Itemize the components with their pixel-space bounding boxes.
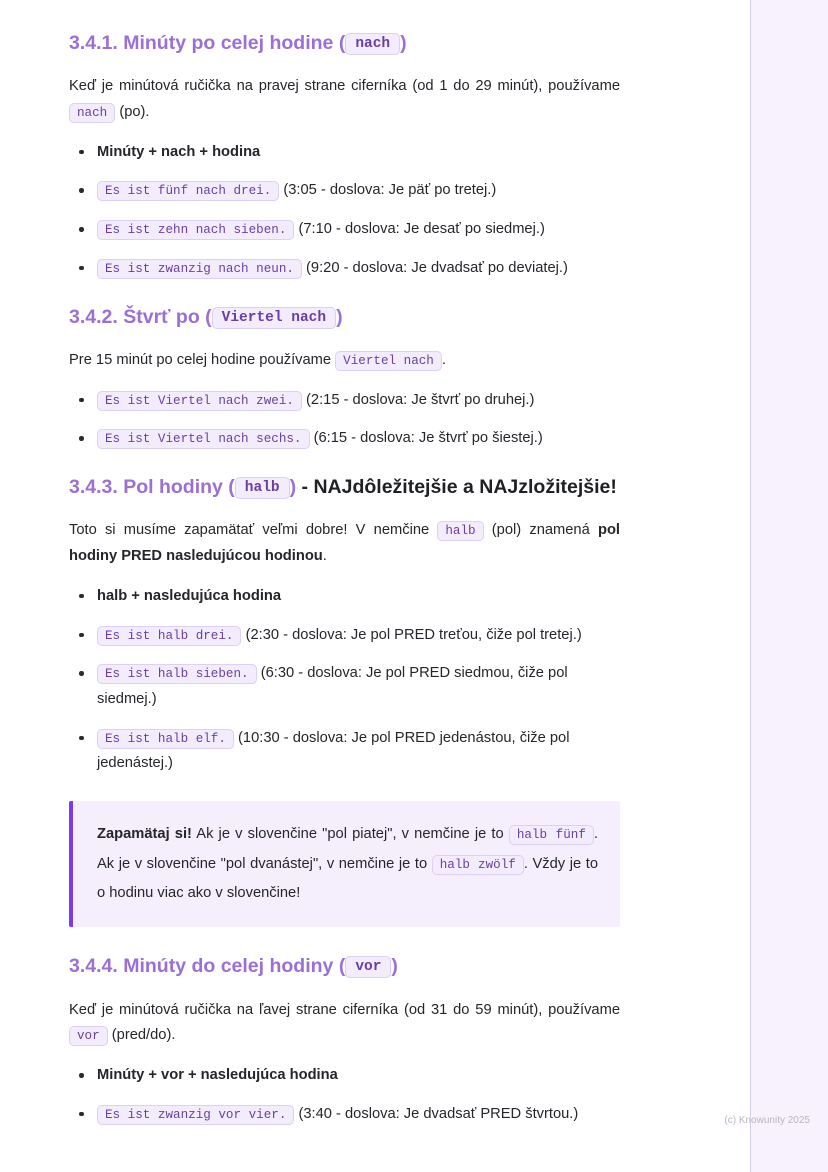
heading-close: ) — [289, 476, 297, 499]
callout-title: Zapamätaj si! — [97, 826, 192, 843]
paragraph-text-b: (po). — [115, 104, 150, 121]
inline-code: halb zwölf — [432, 855, 524, 875]
inline-code: Viertel nach — [212, 307, 336, 329]
inline-code: Viertel nach — [335, 351, 442, 371]
callout-text-3: . Vždy je to o hodinu viac ako v slovenčine! — [97, 855, 599, 901]
list-item — [69, 1102, 620, 1128]
inline-code: Es ist halb drei. — [97, 626, 241, 646]
inline-code: Es ist halb elf. — [97, 729, 234, 749]
inline-code: nach — [69, 103, 115, 123]
example-note: (2:30 - doslova: Je pol PRED treťou, čiže pol tretej.) — [245, 626, 582, 643]
list-item — [69, 726, 620, 777]
example-note: (3:05 - doslova: Je päť po tretej.) — [283, 182, 497, 199]
heading-close: ) — [400, 32, 407, 54]
inline-code: halb fünf — [509, 825, 594, 845]
list-item — [69, 623, 620, 649]
paragraph-text-b: . — [441, 351, 446, 368]
section-heading-3-4-2 — [69, 304, 620, 330]
example-note: (2:15 - doslova: Je štvrť po druhej.) — [306, 391, 535, 408]
inline-code: Es ist zehn nach sieben. — [97, 220, 294, 240]
example-list-3-4-3 — [69, 584, 620, 777]
paragraph-emphasis: pol hodiny PRED nasledujúcou hodinou — [69, 522, 620, 565]
heading-number: 3.4.2. — [69, 305, 118, 328]
heading-text: Minúty po celej hodine ( — [123, 32, 346, 54]
paragraph-text-a: Keď je minútová ručička na ľavej strane ciferníka (od 31 do 59 minút), používame — [69, 1001, 620, 1018]
example-note: (6:15 - doslova: Je štvrť po šiestej.) — [313, 430, 543, 447]
heading-number: 3.4.3. — [69, 476, 118, 499]
example-note: (9:20 - doslova: Je dvadsať po deviatej.) — [306, 259, 568, 276]
section-heading-3-4-4 — [69, 953, 620, 979]
paragraph-text-a: Keď je minútová ručička na pravej strane ciferníka (od 1 do 29 minút), používame — [69, 78, 620, 95]
list-item — [69, 661, 620, 712]
list-item — [69, 256, 620, 282]
example-note: (3:40 - doslova: Je dvadsať PRED štvrtou.) — [298, 1105, 579, 1122]
heading-number: 3.4.1. — [69, 32, 118, 54]
list-item — [69, 217, 620, 243]
list-item — [69, 426, 620, 452]
inline-code: Es ist Viertel nach zwei. — [97, 391, 302, 411]
paragraph-3-4-4 — [69, 998, 620, 1049]
heading-text: Pol hodiny ( — [123, 476, 235, 499]
paragraph-text-c: . — [322, 548, 327, 565]
paragraph-text-a: Toto si musíme zapamätať veľmi dobre! V nemčine — [69, 522, 438, 539]
example-note: (7:10 - doslova: Je desať po siedmej.) — [298, 221, 545, 238]
inline-code: Es ist halb sieben. — [97, 664, 257, 684]
inline-code: Es ist Viertel nach sechs. — [97, 429, 310, 449]
example-list-3-4-1 — [69, 140, 620, 282]
paragraph-text-b: (pol) znamená — [483, 522, 598, 539]
section-heading-3-4-3 — [69, 474, 620, 500]
paragraph-text-a: Pre 15 minút po celej hodine používame — [69, 351, 336, 368]
rule-item: halb + nasledujúca hodina — [69, 584, 620, 610]
paragraph-text-b: (pred/do). — [107, 1027, 176, 1044]
rule-item: Minúty + nach + hodina — [69, 140, 620, 166]
callout-text-1: Ak je v slovenčine "pol piatej", v nemčine je to — [191, 826, 509, 843]
list-item — [69, 178, 620, 204]
list-item — [69, 388, 620, 414]
inline-code: halb — [235, 477, 290, 499]
heading-text: Štvrť po ( — [123, 305, 212, 328]
section-heading-3-4-1 — [69, 30, 620, 56]
heading-text: Minúty do celej hodiny ( — [123, 955, 346, 978]
inline-code: Es ist zwanzig nach neun. — [97, 259, 302, 279]
inline-code: nach — [345, 33, 400, 55]
inline-code: vor — [69, 1026, 108, 1046]
heading-close: ) — [336, 305, 343, 328]
heading-number: 3.4.4. — [69, 955, 118, 978]
right-margin-rule — [750, 0, 751, 1172]
heading-close: ) — [391, 955, 398, 978]
inline-code: Es ist fünf nach drei. — [97, 181, 279, 201]
inline-code: halb — [437, 521, 483, 541]
inline-code: vor — [345, 956, 391, 978]
heading-suffix: - NAJdôležitejšie a NAJzložitejšie! — [296, 476, 617, 499]
inline-code: Es ist zwanzig vor vier. — [97, 1105, 294, 1125]
right-margin-panel — [751, 0, 828, 1172]
paragraph-3-4-1 — [69, 74, 620, 125]
rule-item: Minúty + vor + nasledujúca hodina — [69, 1063, 620, 1089]
example-note: (6:30 - doslova: Je pol PRED siedmou, čiže pol siedmej.) — [97, 665, 568, 707]
paragraph-3-4-3 — [69, 518, 620, 569]
example-list-3-4-4 — [69, 1063, 620, 1127]
callout-text-2: . Ak je v slovenčine "pol dvanástej", v nemčine je to — [97, 826, 598, 872]
paragraph-3-4-2 — [69, 348, 620, 374]
example-note: (10:30 - doslova: Je pol PRED jedenástou, čiže pol jedenástej.) — [97, 729, 570, 772]
remember-callout — [69, 801, 620, 927]
example-list-3-4-2 — [69, 388, 620, 452]
copyright-footer: (c) Knowunity 2025 — [724, 1114, 810, 1126]
